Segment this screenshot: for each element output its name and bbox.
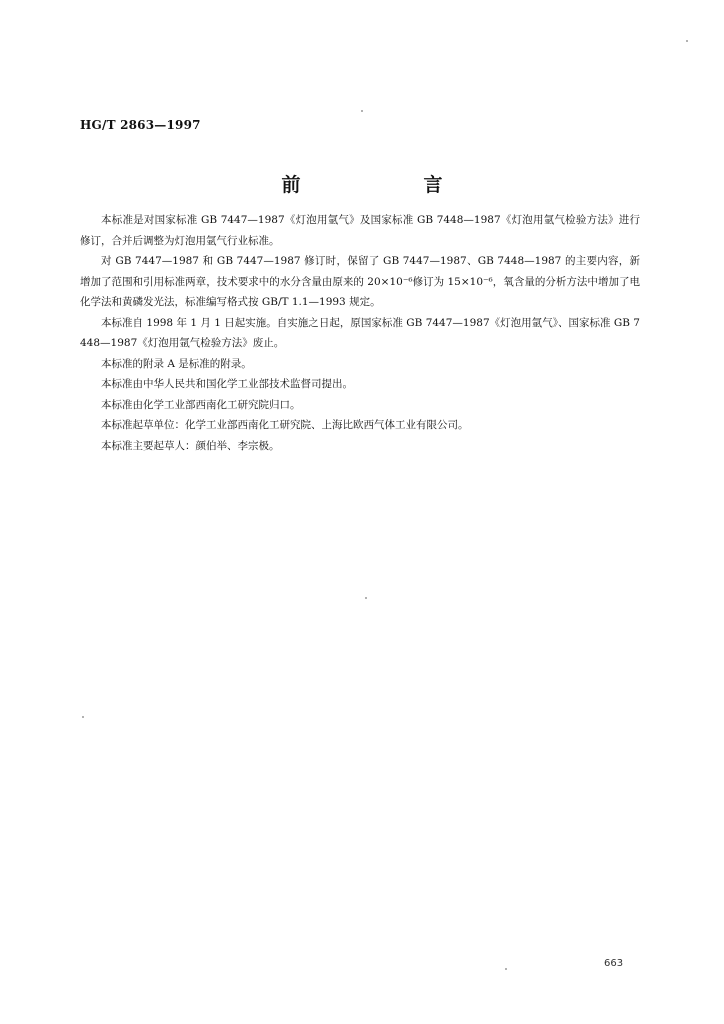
paragraph-drafters: 本标准主要起草人：颜伯举、李宗极。 [101,439,280,452]
paragraph-centralized-by: 本标准由化学工业部西南化工研究院归口。 [101,398,301,411]
paragraph-effective-date: 本标准自 1998 年 1 月 1 日起实施。自实施之日起，原国家标准 GB 7447—1987《灯泡用氩气》、国家标准 GB 7448—1987《灯泡用氩气检验方法》废止。 [80,316,640,349]
scan-speck [361,110,363,112]
preface-body [80,210,640,456]
paragraph-proposer: 本标准由中华人民共和国化学工业部技术监督司提出。 [101,378,353,390]
page-number: 663 [604,958,624,969]
document-code: HG/T 2863—1997 [80,118,201,132]
paragraph-appendix: 本标准的附录 A 是标准的附录。 [101,357,252,370]
page-title: 前 言 [281,174,495,196]
scan-speck [365,597,367,599]
paragraph-drafting-units: 本标准起草单位：化学工业部西南化工研究院、上海比欧西气体工业有限公司。 [101,419,469,431]
scan-speck [82,716,84,718]
scan-speck [686,40,688,42]
paragraph-revision-basis: 本标准是对国家标准 GB 7447—1987《灯泡用氩气》及国家标准 GB 7448—1987《灯泡用氩气检验方法》进行修订，合并后调整为灯泡用氩气行业标准。 [80,214,640,247]
paragraph-main-changes: 对 GB 7447—1987 和 GB 7447—1987 修订时，保留了 GB 7447—1987、GB 7448—1987 的主要内容，新增加了范围和引用标准两章，技术要求中的水分含量由原来的 20×10⁻⁶修订为 15×10⁻⁶，氧含量的分析方法中增加了电化学法和黄磷发光法，标准编写格式按 GB/T 1.1—1993 规定。 [80,255,640,308]
scan-speck [505,968,507,970]
